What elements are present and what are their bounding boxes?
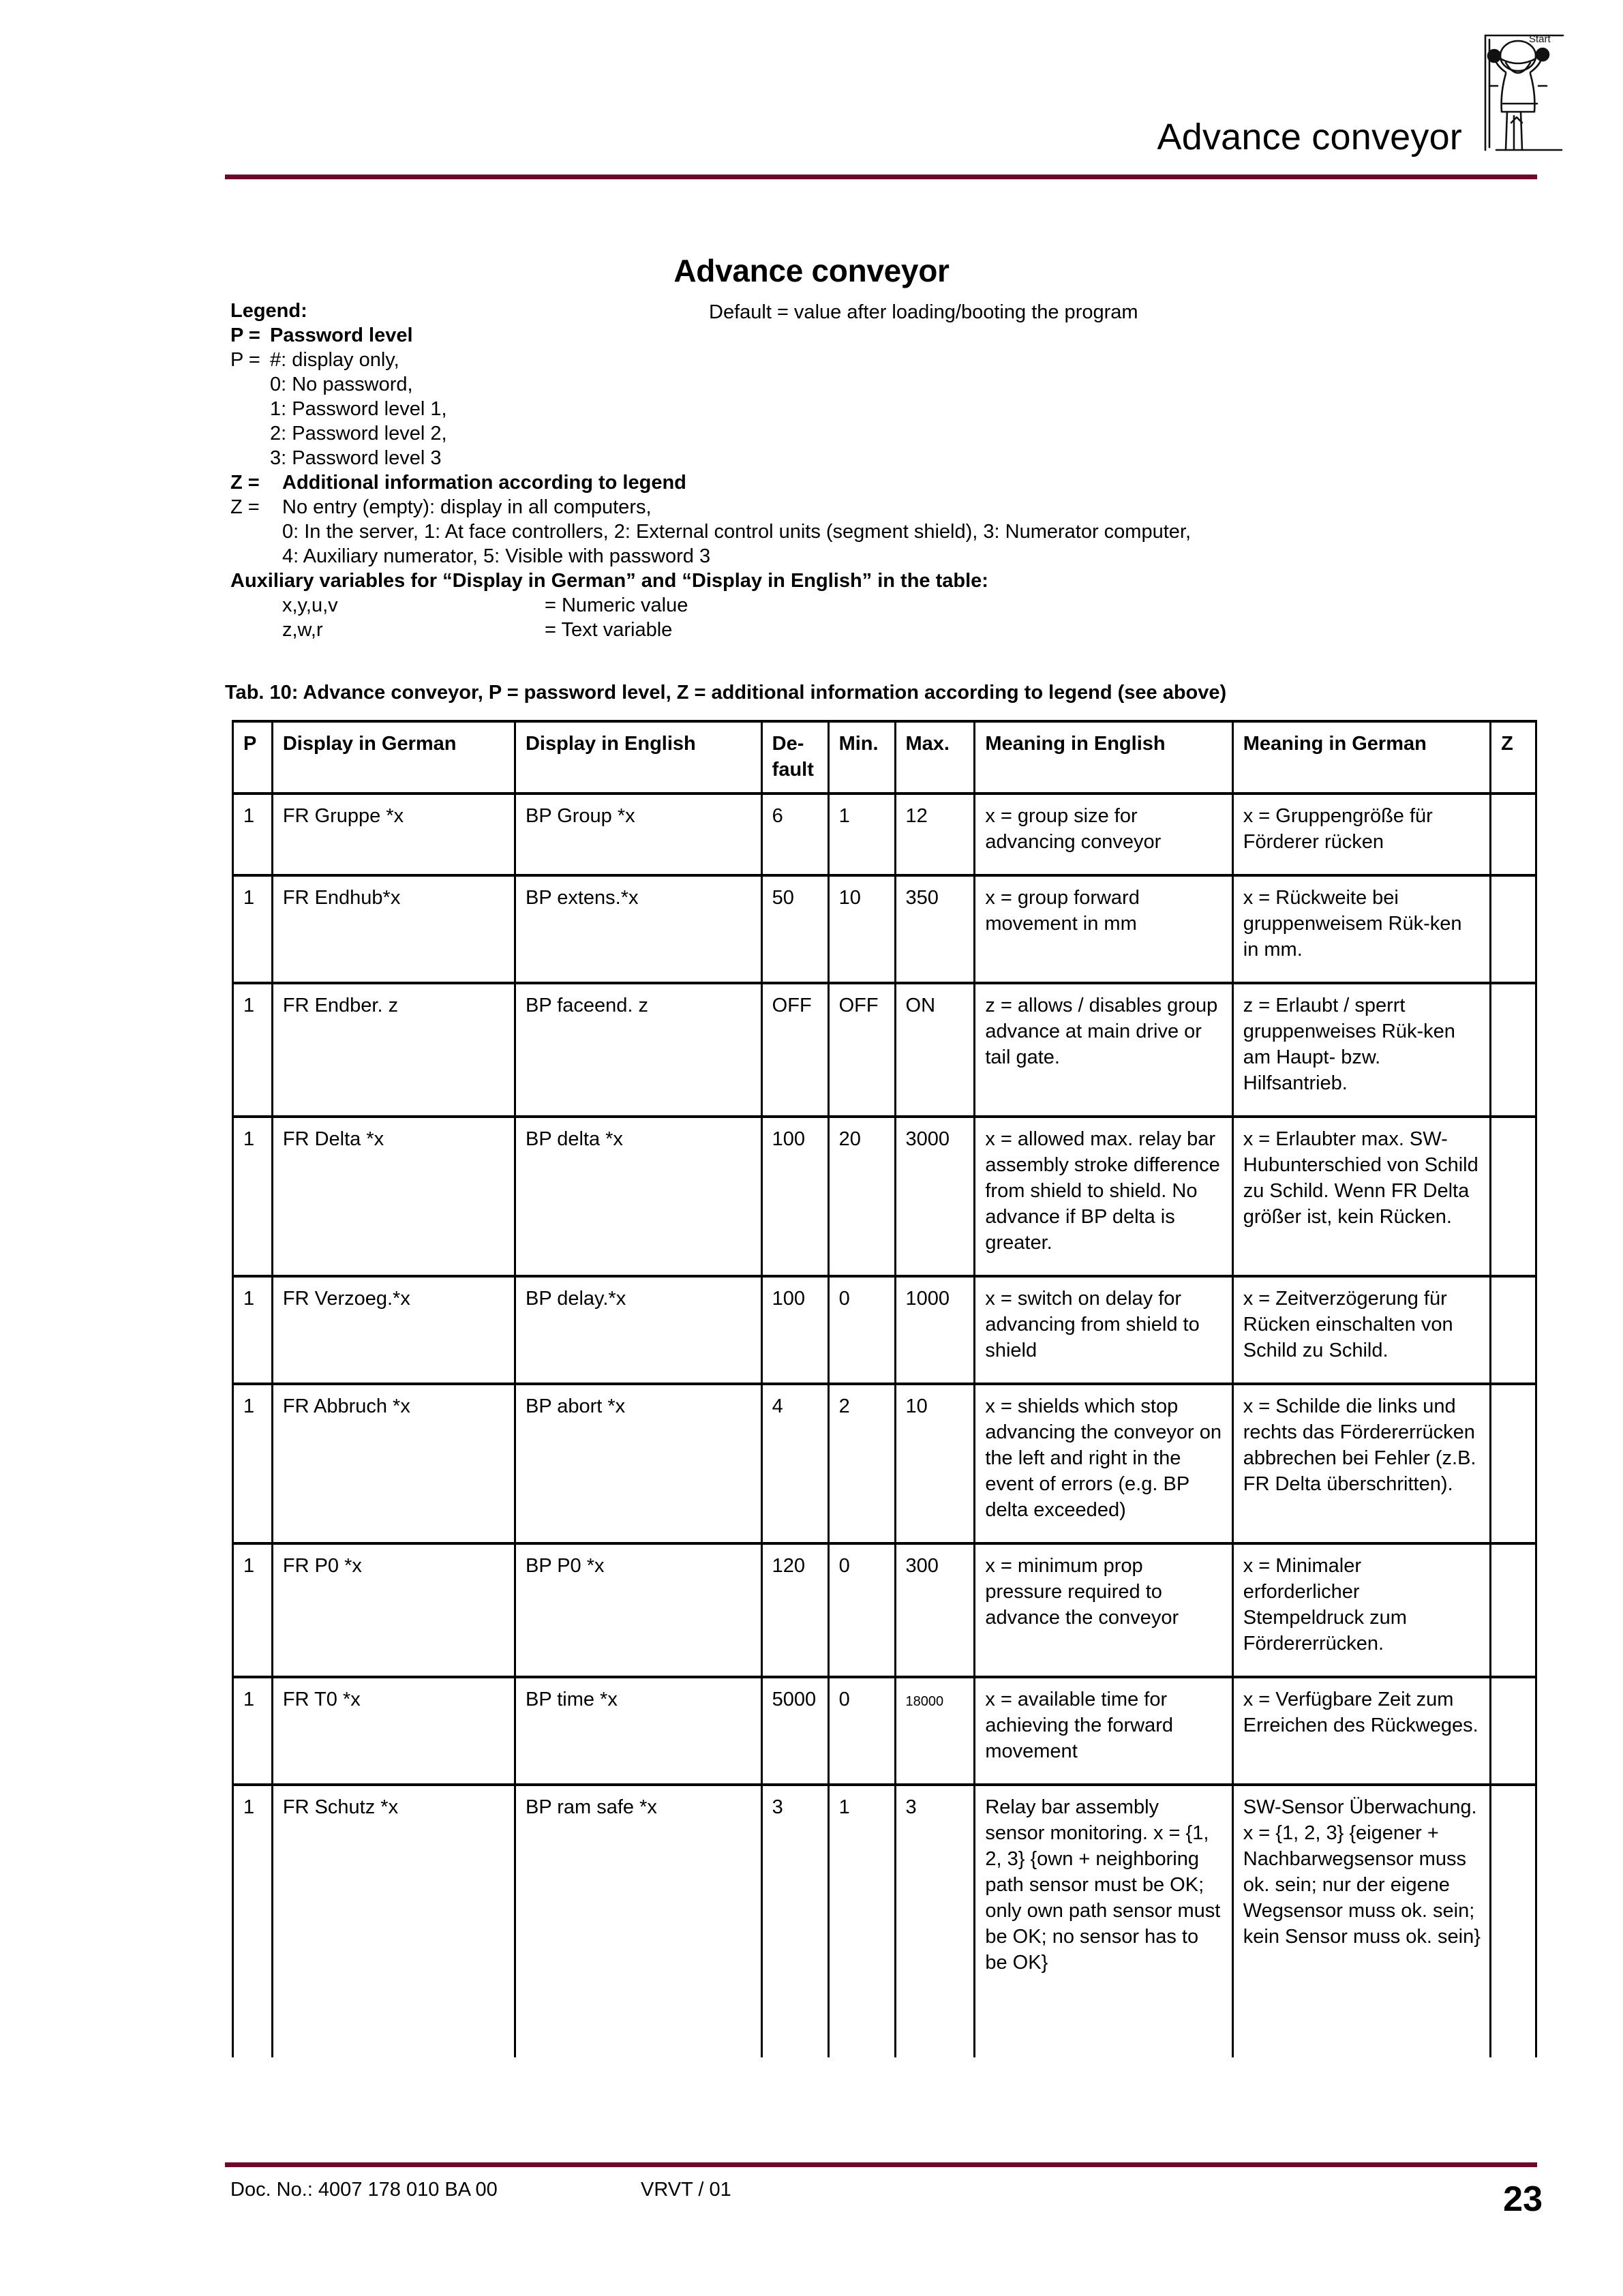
legend-p-line-3: 2: Password level 2, [270,423,447,444]
legend-z-title [230,470,1539,495]
cell-min: 0 [828,1543,895,1677]
cell-z [1491,875,1536,983]
legend-p-title-text: Password level [270,324,413,346]
default-definition-note: Default = value after loading/booting the program [709,301,1138,323]
cell-display-de: FR Gruppe *x [272,794,515,875]
legend-p-title-key: P = [230,324,260,346]
footer-rule [225,2162,1537,2167]
cell-default: 50 [761,875,828,983]
cell-display-de: FR Abbruch *x [272,1384,515,1543]
page-header [225,20,1551,170]
legend-heading: Legend: [230,300,307,322]
cell-meaning-de: x = Zeitverzögerung für Rücken einschalten von Schild zu Schild. [1232,1276,1490,1384]
cell-display-en: BP faceend. z [515,983,761,1117]
cell-default: 4 [761,1384,828,1543]
cell-p: 1 [233,1543,273,1677]
cell-min: 2 [828,1384,895,1543]
legend-p-line-2: 1: Password level 1, [270,398,447,420]
legend-p-line-0 [230,348,1539,372]
cell-max: 12 [895,794,975,875]
cell-z [1491,1384,1536,1543]
cell-display-en: BP delay.*x [515,1276,761,1384]
cell-meaning-de: z = Erlaubt / sperrt gruppenweises Rük-ken am Haupt- bzw. Hilfsantrieb. [1232,983,1490,1117]
cell-min: 10 [828,875,895,983]
cell-z [1491,1117,1536,1276]
col-header-display-de: Display in German [272,721,515,794]
table-row [233,1117,1536,1276]
parameter-table [232,720,1537,2057]
cell-min: OFF [828,983,895,1117]
page-title: Advance conveyor [673,253,950,288]
cell-z [1491,1543,1536,1677]
cell-display-en: BP abort *x [515,1384,761,1543]
legend-block [230,299,1539,642]
cell-z [1491,1276,1536,1384]
cell-min: 0 [828,1276,895,1384]
cell-meaning-en: x = switch on delay for advancing from shield to shield [975,1276,1232,1384]
col-header-z: Z [1491,721,1536,794]
table-row [233,1276,1536,1384]
cell-z [1491,1785,1536,2057]
cell-display-de: FR P0 *x [272,1543,515,1677]
legend-p-title [230,323,1539,348]
cell-meaning-en: x = minimum prop pressure required to advance the conveyor [975,1543,1232,1677]
header-rule [225,175,1537,179]
legend-aux-var-1-value: = Text variable [545,619,673,641]
legend-aux-var-0 [230,593,1539,618]
cell-display-de: FR Endhub*x [272,875,515,983]
table-row [233,794,1536,875]
cell-display-en: BP time *x [515,1677,761,1785]
legend-z-line-1: 0: In the server, 1: At face controllers, 2: External control units (segment shield), 3: Numerator computer, [282,521,1192,543]
cell-meaning-en: x = allowed max. relay bar assembly stroke difference from shield to shield. No advance if BP delta is greater. [975,1117,1232,1276]
cell-min: 20 [828,1117,895,1276]
cell-meaning-en: x = group forward movement in mm [975,875,1232,983]
cell-meaning-en: z = allows / disables group advance at main drive or tail gate. [975,983,1232,1117]
cell-meaning-en: x = available time for achieving the forward movement [975,1677,1232,1785]
cell-meaning-en: x = group size for advancing conveyor [975,794,1232,875]
table-row [233,1785,1536,2057]
legend-aux-heading: Auxiliary variables for “Display in German” and “Display in English” in the table: [230,570,988,592]
legend-aux-var-1 [230,618,1539,642]
footer-revision: VRVT / 01 [641,2179,731,2201]
table-row [233,983,1536,1117]
cell-max: 350 [895,875,975,983]
cell-p: 1 [233,1117,273,1276]
cell-default: 3 [761,1785,828,2057]
running-header-title: Advance conveyor [1157,117,1462,157]
cell-meaning-de: x = Minimaler erforderlicher Stempeldruck zum Fördererrücken. [1232,1543,1490,1677]
cell-display-de: FR Verzoeg.*x [272,1276,515,1384]
cell-default: 5000 [761,1677,828,1785]
cell-default: 100 [761,1117,828,1276]
footer-document-number: Doc. No.: 4007 178 010 BA 00 [230,2179,498,2201]
cell-max: 3000 [895,1117,975,1276]
col-header-meaning-en: Meaning in English [975,721,1232,794]
legend-p-line-1: 0: No password, [270,374,413,395]
cell-p: 1 [233,1677,273,1785]
cell-p: 1 [233,875,273,983]
cell-display-de: FR Endber. z [272,983,515,1117]
cell-meaning-de: x = Gruppengröße für Förderer rücken [1232,794,1490,875]
cell-display-en: BP extens.*x [515,875,761,983]
col-header-meaning-de: Meaning in German [1232,721,1490,794]
cell-z [1491,983,1536,1117]
cell-min: 1 [828,1785,895,2057]
cell-default: 100 [761,1276,828,1384]
legend-z-title-key: Z = [230,472,260,494]
legend-z-value-0: No entry (empty): display in all computers, [282,496,652,518]
table-row [233,1384,1536,1543]
legend-p-key: P = [230,349,260,371]
legend-z-line-2: 4: Auxiliary numerator, 5: Visible with password 3 [282,545,711,567]
table-row [233,875,1536,983]
legend-p-value-0: #: display only, [270,349,399,371]
legend-z-key: Z = [230,496,260,518]
cell-meaning-de: SW-Sensor Überwachung. x = {1, 2, 3} {eigener + Nachbarwegsensor muss ok. sein; nur der eigene Wegsensor muss ok. sein; kein Sensor muss ok. sein} [1232,1785,1490,2057]
cell-display-en: BP P0 *x [515,1543,761,1677]
legend-aux-var-1-name: z,w,r [282,619,323,641]
col-header-min: Min. [828,721,895,794]
cell-display-de: FR Schutz *x [272,1785,515,2057]
cell-meaning-de: x = Schilde die links und rechts das Fördererrücken abbrechen bei Fehler (z.B. FR Delta überschritten). [1232,1384,1490,1543]
table-caption: Tab. 10: Advance conveyor, P = password level, Z = additional information according to legend (see above) [225,682,1227,704]
legend-z-line-0 [230,495,1539,519]
cell-display-de: FR T0 *x [272,1677,515,1785]
cell-default: 120 [761,1543,828,1677]
cell-min: 0 [828,1677,895,1785]
cell-display-en: BP Group *x [515,794,761,875]
cell-default: OFF [761,983,828,1117]
cell-max: 3 [895,1785,975,2057]
col-header-default: De- fault [761,721,828,794]
legend-aux-var-0-name: x,y,u,v [282,594,338,616]
table-row [233,1677,1536,1785]
col-header-p: P [233,721,273,794]
small-numeric-value: 18000 [905,1694,944,1709]
table-row [233,1543,1536,1677]
cell-meaning-de: x = Rückweite bei gruppenweisem Rük-ken in mm. [1232,875,1490,983]
cell-max: 1000 [895,1276,975,1384]
cell-z [1491,794,1536,875]
cell-meaning-de: x = Erlaubter max. SW-Hubunterschied von Schild zu Schild. Wenn FR Delta größer ist, kein Rücken. [1232,1117,1490,1276]
cell-default: 6 [761,794,828,875]
legend-p-line-4: 3: Password level 3 [270,447,442,469]
cell-display-en: BP delta *x [515,1117,761,1276]
table-header-row [233,721,1536,794]
cell-max: 10 [895,1384,975,1543]
cell-max [895,1677,975,1785]
cell-p: 1 [233,983,273,1117]
cell-display-de: FR Delta *x [272,1117,515,1276]
cell-p: 1 [233,1384,273,1543]
cell-p: 1 [233,1276,273,1384]
col-header-display-en: Display in English [515,721,761,794]
cell-max: ON [895,983,975,1117]
cell-max: 300 [895,1543,975,1677]
legend-z-title-text: Additional information according to legend [282,472,686,494]
cell-min: 1 [828,794,895,875]
col-header-max: Max. [895,721,975,794]
cell-meaning-de: x = Verfügbare Zeit zum Erreichen des Rückweges. [1232,1677,1490,1785]
logo-start-label: Start [1529,33,1551,45]
miner-figure-icon [1476,20,1564,167]
legend-aux-var-0-value: = Numeric value [545,594,688,616]
page-number: 23 [1503,2179,1543,2219]
cell-meaning-en: x = shields which stop advancing the conveyor on the left and right in the event of errors (e.g. BP delta exceeded) [975,1384,1232,1543]
cell-p: 1 [233,1785,273,2057]
cell-p: 1 [233,794,273,875]
cell-z [1491,1677,1536,1785]
cell-meaning-en: Relay bar assembly sensor monitoring. x = {1, 2, 3} {own + neighboring path sensor must be OK; only own path sensor must be OK; no sensor has to be OK} [975,1785,1232,2057]
cell-display-en: BP ram safe *x [515,1785,761,2057]
